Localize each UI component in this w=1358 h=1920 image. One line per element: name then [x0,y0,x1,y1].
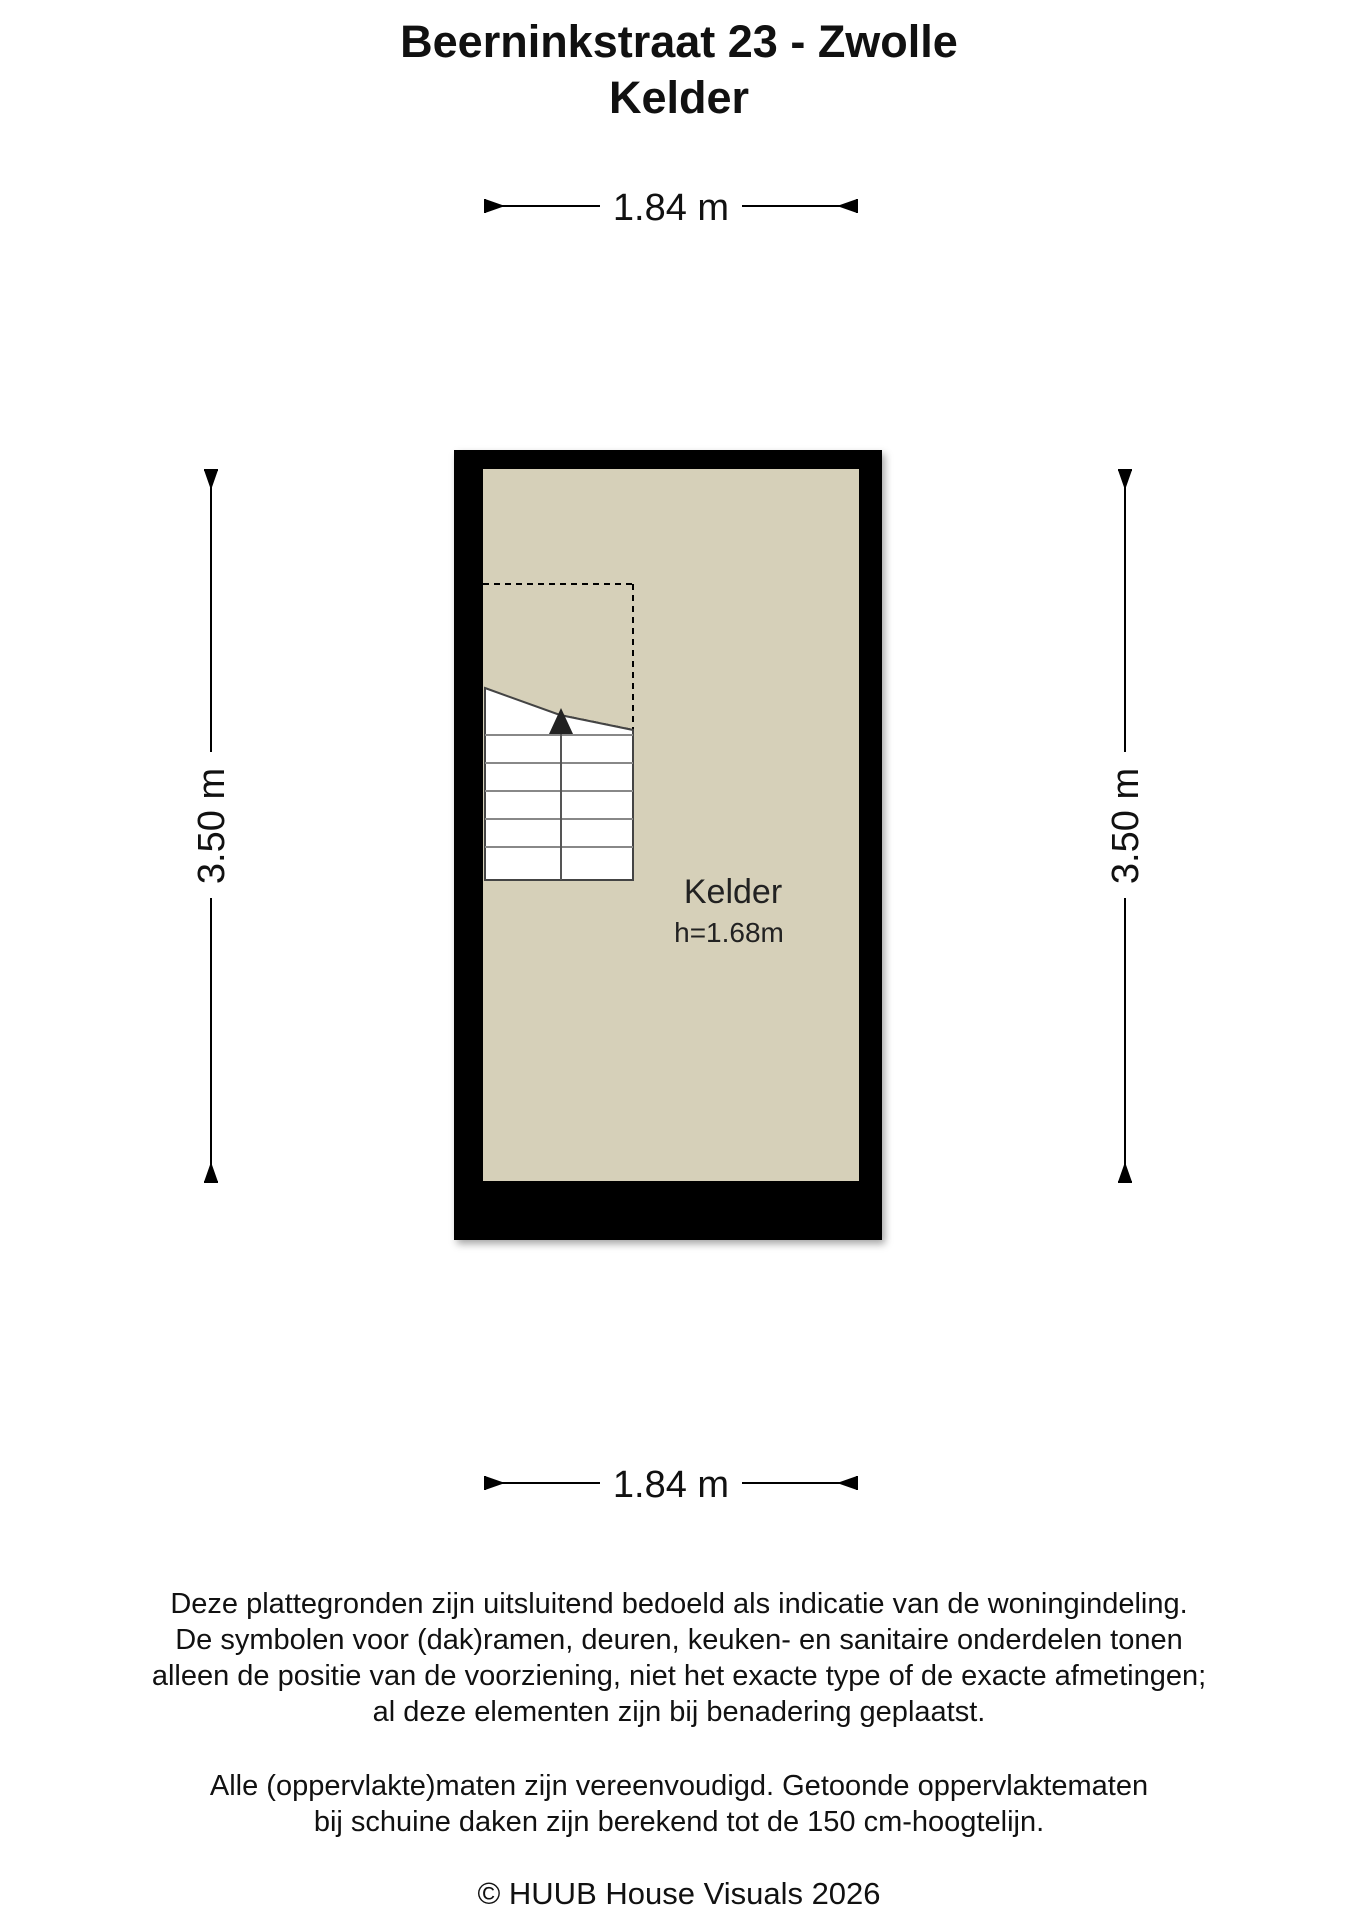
disclaimer-paragraph-1 [0,1586,1358,1730]
arrow-down-icon [1118,1162,1132,1182]
arrow-down-icon [204,1162,218,1182]
disclaimer-paragraph-2 [0,1768,1358,1840]
disclaimer-line: alleen de positie van de voorziening, niet het exacte type of de exacte afmetingen; [151,1660,1207,1692]
dimension-bottom-label: 1.84 m [612,1464,730,1506]
dimension-left-label: 3.50 m [191,767,233,885]
disclaimer-line: Alle (oppervlakte)maten zijn vereenvoudigd. Getoonde oppervlaktematen [209,1770,1149,1802]
dimension-right [1105,470,1147,1182]
disclaimer-line: De symbolen voor (dak)ramen, deuren, keuken- en sanitaire onderdelen tonen [175,1624,1183,1656]
dimension-top-label: 1.84 m [612,187,730,229]
arrow-left-icon [485,199,505,213]
disclaimer-line: al deze elementen zijn bij benadering geplaatst. [372,1696,986,1728]
floor-title: Kelder [608,72,750,123]
room-height: h=1.68m [674,917,784,948]
dimension-bottom [485,1464,857,1506]
arrow-right-icon [837,199,857,213]
page-title: Beerninkstraat 23 - Zwolle [400,16,958,67]
arrow-right-icon [837,1476,857,1490]
copyright: © HUUB House Visuals 2026 [477,1876,881,1911]
arrow-up-icon [204,470,218,490]
arrow-up-icon [1118,470,1132,490]
dimension-right-label: 3.50 m [1105,767,1147,885]
room-name: Kelder [683,873,783,911]
arrow-left-icon [485,1476,505,1490]
disclaimer-line: Deze plattegronden zijn uitsluitend bedoeld als indicatie van de woningindeling. [170,1588,1188,1620]
dimension-top [485,187,857,229]
disclaimer-line: bij schuine daken zijn berekend tot de 150 cm-hoogtelijn. [313,1806,1045,1838]
dimension-left [191,470,233,1182]
